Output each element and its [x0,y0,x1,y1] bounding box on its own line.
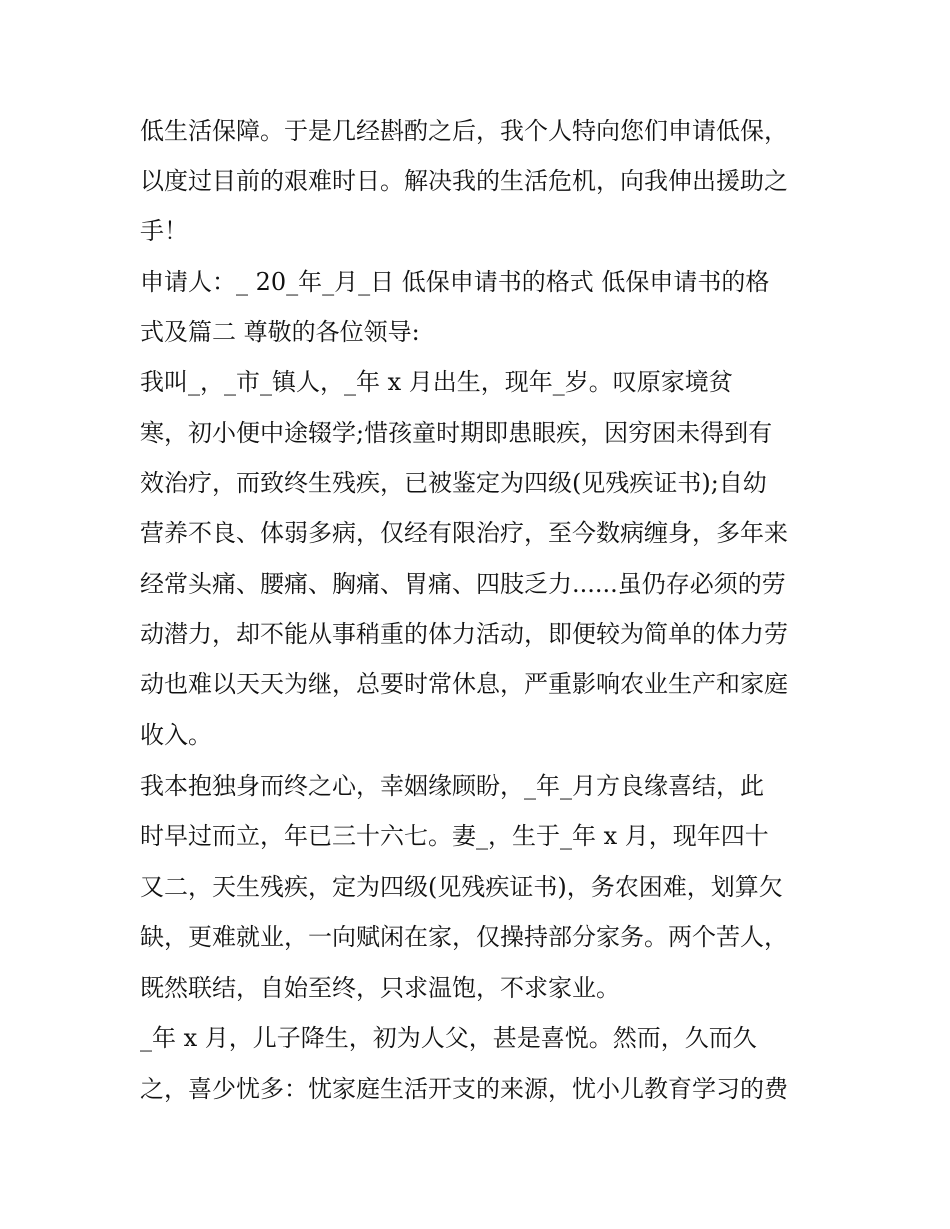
text-line: _年 x 月，儿子降生，初为人父，甚是喜悦。然而，久而久 [140,1024,757,1052]
text-line: 既然联结，自始至终，只求温饱，不求家业。 [140,974,620,1002]
text-line: 申请人：_ 20_年_月_日 低保申请书的格式 低保申请书的格 [140,268,770,296]
text-line: 手！ [140,217,188,245]
text-line: 之，喜少忧多：忧家庭生活开支的来源，忧小儿教育学习的费 [140,1075,788,1103]
text-line: 经常头痛、腰痛、胸痛、胃痛、四肢乏力......虽仍存必须的劳 [140,570,786,598]
text-line: 我叫_，_市_镇人，_年 x 月出生，现年_岁。叹原家境贫 [140,368,733,396]
text-line: 动也难以天天为继，总要时常休息，严重影响农业生产和家庭 [140,670,788,698]
text-line: 低生活保障。于是几经斟酌之后，我个人特向您们申请低保， [140,117,788,145]
text-line: 我本抱独身而终之心，幸姻缘顾盼，_年_月方良缘喜结，此 [140,772,764,800]
text-line: 寒，初小便中途辍学;惜孩童时期即患眼疾，因穷困未得到有 [140,419,773,447]
text-line: 动潜力，却不能从事稍重的体力活动，即便较为简单的体力劳 [140,620,788,648]
text-line: 效治疗，而致终生残疾，已被鉴定为四级(见残疾证书);自幼 [140,469,767,497]
text-line: 又二，天生残疾，定为四级(见残疾证书)，务农困难，划算欠 [140,873,783,901]
text-line: 收入。 [140,721,212,749]
text-line: 以度过目前的艰难时日。解决我的生活危机，向我伸出援助之 [140,167,788,195]
text-line: 式及篇二 尊敬的各位领导: [140,318,420,346]
text-line: 营养不良、体弱多病，仅经有限治疗，至今数病缠身，多年来 [140,519,788,547]
text-line: 时早过而立，年已三十六七。妻_，生于_年 x 月，现年四十 [140,822,769,850]
text-line: 缺，更难就业，一向赋闲在家，仅操持部分家务。两个苦人， [140,923,788,951]
